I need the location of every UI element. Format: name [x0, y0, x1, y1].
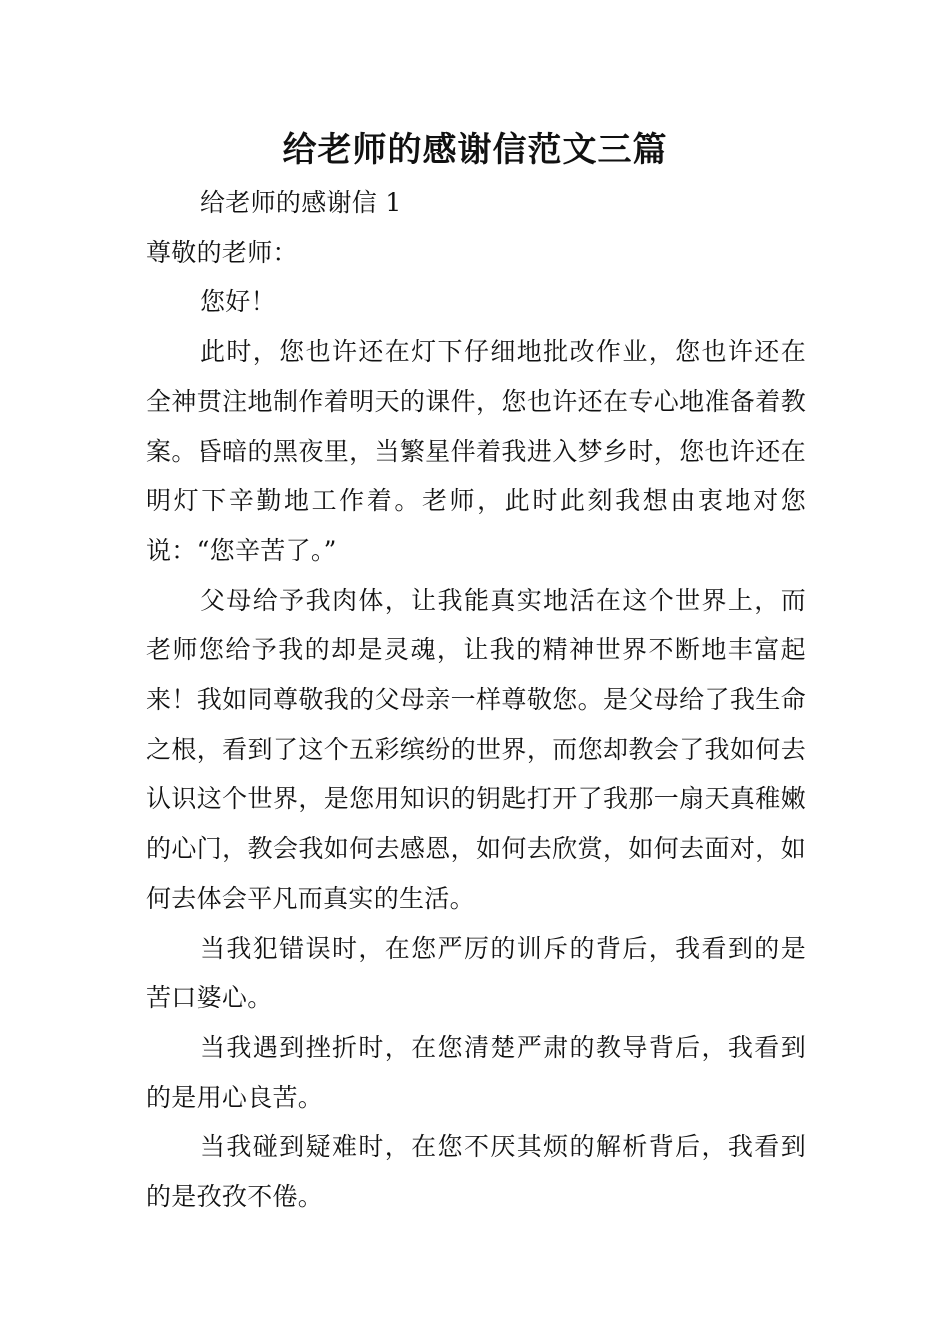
- paragraph: 父母给予我肉体，让我能真实地活在这个世界上，而老师您给予我的却是灵魂，让我的精神世界不断地丰富起来！我如同尊敬我的父母亲一样尊敬您。是父母给了我生命之根，看到了这个五彩缤纷的世界，而您却教会了我如何去认识这个世界，是您用知识的钥匙打开了我那一扇天真稚嫩的心门，教会我如何去感恩，如何去欣赏，如何去面对，如何去体会平凡而真实的生活。: [146, 585, 806, 913]
- paragraph: 当我犯错误时，在您严厉的训斥的背后，我看到的是苦口婆心。: [146, 933, 806, 1013]
- letter-salutation: 尊敬的老师：: [146, 237, 298, 267]
- paragraph: 当我遇到挫折时，在您清楚严肃的教导背后，我看到的是用心良苦。: [146, 1032, 806, 1112]
- paragraph: 当我碰到疑难时，在您不厌其烦的解析背后，我看到的是孜孜不倦。: [146, 1132, 806, 1212]
- letter-subtitle: 给老师的感谢信 1: [200, 188, 402, 217]
- paragraph: 此时，您也许还在灯下仔细地批改作业，您也许还在全神贯注地制作着明天的课件，您也许还在专心地准备着教案。昏暗的黑夜里，当繁星伴着我进入梦乡时，您也许还在明灯下辛勤地工作着。老师，此时此刻我想由衷地对您说：“您辛苦了。”: [146, 337, 806, 565]
- document-title: 给老师的感谢信范文三篇: [282, 130, 668, 170]
- letter-greeting: 您好！: [200, 287, 276, 317]
- document-body: [146, 178, 806, 1222]
